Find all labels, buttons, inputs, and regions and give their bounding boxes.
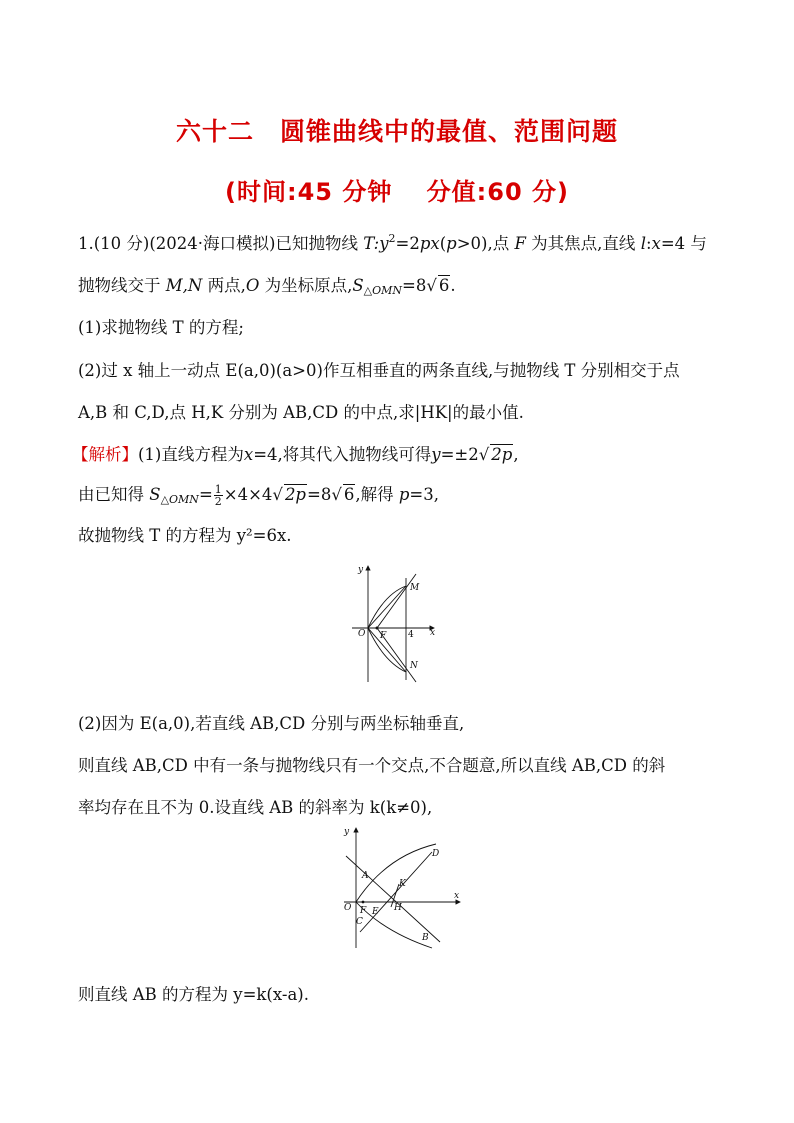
question-1: (1)求抛物线 T 的方程;	[78, 318, 244, 337]
solution-line-7: 则直线 AB 的方程为 y=k(x-a).	[78, 985, 309, 1004]
fraction-half: $\frac{1}{2}$	[214, 483, 222, 508]
solution-line-2: 由已知得 $S_{\triangle OMN}=$ $\frac{1}{2}$ ×4×4√ 2p=8√ 6,解得 p=3,	[78, 483, 439, 508]
label-n: N	[410, 661, 418, 671]
line-ab	[346, 856, 440, 942]
question-2-line-2: A,B 和 C,D,点 H,K 分别为 AB,CD 的中点,求|HK|的最小值.	[78, 403, 524, 422]
label-y: y	[344, 827, 350, 837]
solution-line-3: 故抛物线 T 的方程为 y²=6x.	[78, 526, 292, 545]
question-2-line-1: (2)过 x 轴上一动点 E(a,0)(a>0)作互相垂直的两条直线,与抛物线 T 分别相交于点	[78, 361, 680, 380]
parabola-figure-2	[336, 822, 466, 952]
label-h: H	[394, 903, 402, 913]
label-a: A	[362, 871, 369, 881]
solution-tag: 【解析】	[72, 445, 138, 464]
solution-line-5: 则直线 AB,CD 中有一条与抛物线只有一个交点,不合题意,所以直线 AB,CD 的斜	[78, 756, 666, 775]
label-4: 4	[408, 630, 414, 640]
label-x: x	[454, 891, 460, 901]
label-f: F	[360, 906, 367, 916]
focus-point	[376, 627, 379, 630]
label-o: O	[358, 629, 366, 639]
label-e: E	[372, 907, 379, 917]
chord-om	[368, 586, 406, 628]
page-subtitle: (时间:45 分钟 分值:60 分)	[225, 178, 569, 206]
label-x: x	[430, 628, 436, 638]
solution-line-4: (2)因为 E(a,0),若直线 AB,CD 分别与两坐标轴垂直,	[78, 714, 465, 733]
label-d: D	[432, 849, 440, 859]
solution-line-1: 【解析】(1)直线方程为x=4,将其代入抛物线可得y=±2√ 2p,	[72, 445, 519, 464]
problem-line-2: 抛物线交于 M,N 两点,O 为坐标原点$,S_{\triangle OMN}=8√$ 6.	[78, 276, 456, 297]
label-c: C	[356, 917, 363, 927]
label-f: F	[380, 631, 387, 641]
label-b: B	[422, 933, 429, 943]
label-m: M	[410, 583, 420, 593]
solution-line-6: 率均存在且不为 0.设直线 AB 的斜率为 k(k≠0),	[78, 798, 433, 817]
parabola-curve	[368, 586, 406, 672]
label-y: y	[358, 565, 364, 575]
label-o: O	[344, 903, 352, 913]
parabola-figure-1	[344, 560, 444, 685]
focus-point	[362, 901, 365, 904]
chord-on	[368, 628, 406, 672]
problem-line-1: 1.(10 分)(2024·海口模拟)已知抛物线 $T:y^2=2px(p>0)$,点 F 为其焦点,直线 l:x=4 与	[78, 232, 707, 253]
page-title: 六十二 圆锥曲线中的最值、范围问题	[175, 117, 618, 146]
label-k: K	[399, 879, 406, 889]
